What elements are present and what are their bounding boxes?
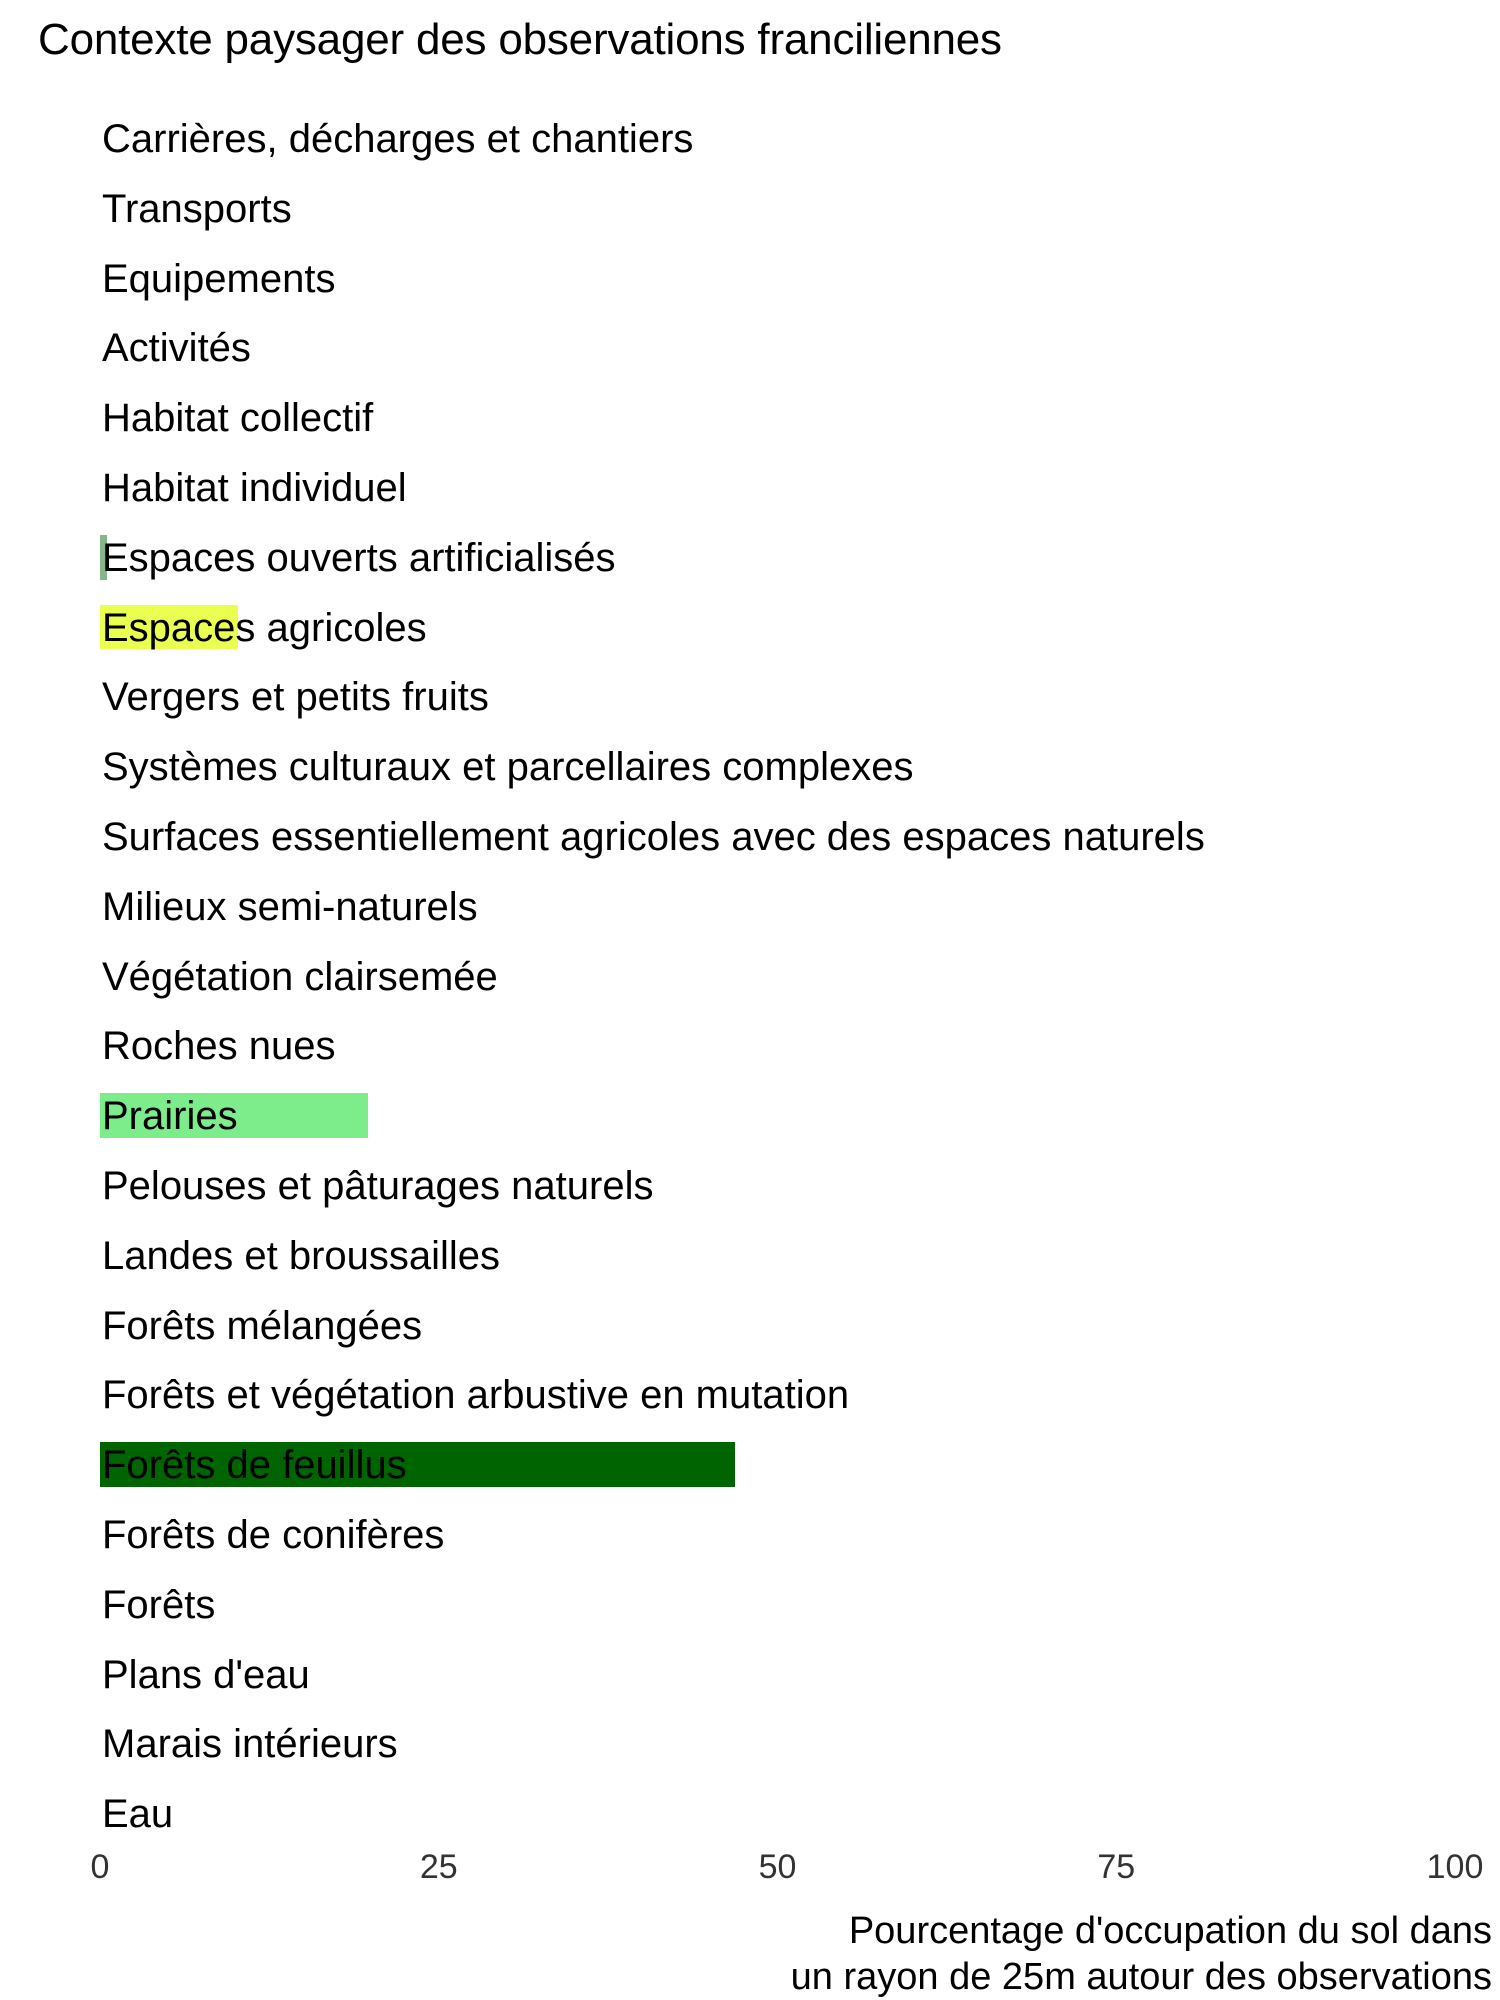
x-tick-label: 75 <box>1097 1848 1136 1886</box>
category-label: Forêts et végétation arbustive en mutation <box>102 1373 850 1418</box>
bar-row <box>100 1780 1455 1850</box>
category-label: Forêts mélangées <box>102 1303 423 1348</box>
bar-row <box>100 1361 1455 1431</box>
bar-row <box>100 594 1455 664</box>
bar-row <box>100 943 1455 1013</box>
bar-row <box>100 1641 1455 1711</box>
bar-row <box>100 454 1455 524</box>
category-label: Prairies <box>102 1094 238 1139</box>
bar-row <box>100 1571 1455 1641</box>
category-label: Végétation clairsemée <box>102 954 498 999</box>
x-axis-label-line: un rayon de 25m autour des observations <box>790 1956 1492 1998</box>
category-label: Activités <box>102 326 251 371</box>
category-label: Espaces agricoles <box>102 605 427 650</box>
bar-row <box>100 314 1455 384</box>
bar-row <box>100 1152 1455 1222</box>
bar-row <box>100 733 1455 803</box>
category-label: Habitat individuel <box>102 466 407 510</box>
bar-row <box>100 175 1455 245</box>
plot-area <box>100 105 1455 1850</box>
x-tick-label: 0 <box>90 1848 110 1886</box>
category-label: Forêts de feuillus <box>102 1443 407 1488</box>
bar-row <box>100 663 1455 733</box>
bar-row <box>100 245 1455 315</box>
x-axis <box>90 1848 1484 1908</box>
category-label: Plans d'eau <box>102 1652 310 1697</box>
category-label: Marais intérieurs <box>102 1722 398 1767</box>
bar-row <box>100 1501 1455 1571</box>
chart-title: Contexte paysager des observations franciliennes <box>38 15 1002 64</box>
category-label: Espaces ouverts artificialisés <box>102 535 616 580</box>
x-axis-label-line: Pourcentage d'occupation du sol dans <box>848 1910 1492 1952</box>
category-label: Landes et broussailles <box>102 1233 501 1278</box>
category-label: Forêts <box>102 1582 216 1627</box>
bar-row <box>100 524 1455 594</box>
category-label: Carrières, décharges et chantiers <box>102 117 694 161</box>
bar-row <box>100 384 1455 454</box>
category-label: Eau <box>102 1792 174 1837</box>
bar-row <box>100 803 1455 873</box>
category-label: Habitat collectif <box>102 396 374 441</box>
x-tick-label: 100 <box>1426 1848 1484 1886</box>
bar-row <box>100 1222 1455 1292</box>
category-label: Equipements <box>102 256 336 301</box>
bar-row <box>100 1292 1455 1362</box>
category-label: Systèmes culturaux et parcellaires complexes <box>102 745 914 790</box>
bar-row <box>100 1710 1455 1780</box>
category-label: Forêts de conifères <box>102 1513 445 1557</box>
bar-row <box>100 1012 1455 1082</box>
category-label: Pelouses et pâturages naturels <box>102 1164 654 1208</box>
x-axis-label <box>12 1908 1492 2000</box>
category-label: Surfaces essentiellement agricoles avec des espaces naturels <box>102 815 1205 859</box>
category-label: Vergers et petits fruits <box>102 675 489 720</box>
category-label: Milieux semi-naturels <box>102 884 478 929</box>
category-label: Transports <box>102 186 292 231</box>
category-label: Roches nues <box>102 1024 336 1069</box>
x-tick-label: 50 <box>758 1848 797 1886</box>
bar-row <box>100 1431 1455 1501</box>
bar-row <box>100 1082 1455 1152</box>
bar-row <box>100 873 1455 943</box>
x-tick-label: 25 <box>419 1848 458 1886</box>
bar-row <box>100 105 1455 175</box>
